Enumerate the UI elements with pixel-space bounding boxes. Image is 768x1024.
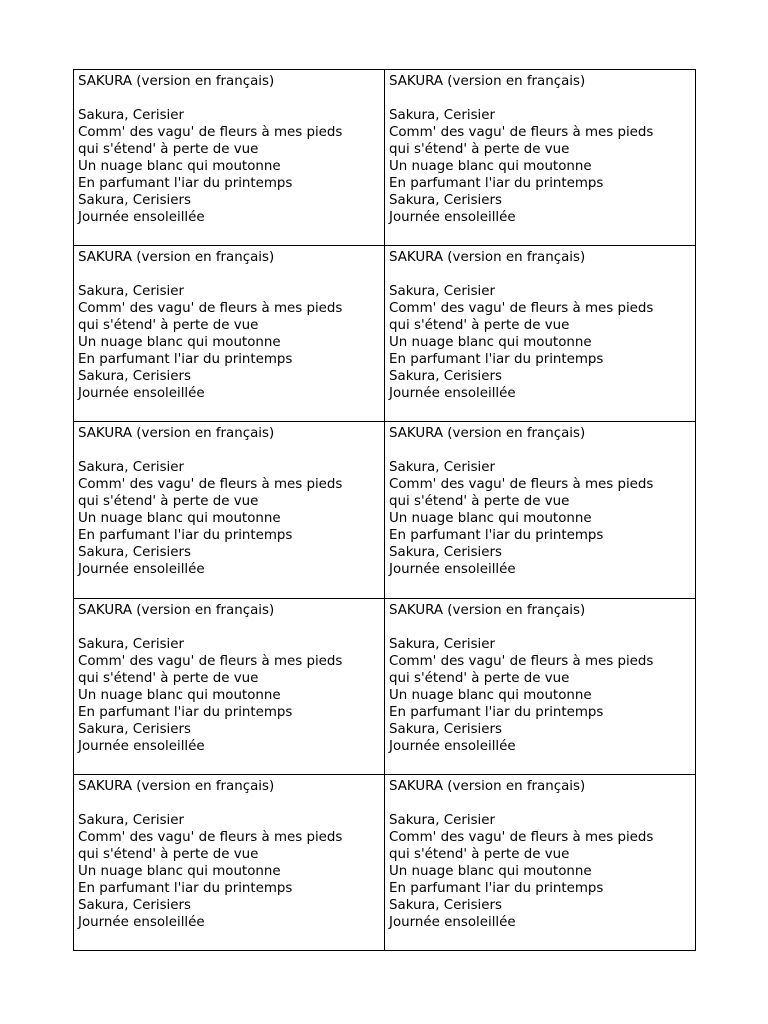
card-title: SAKURA (version en français) (78, 602, 275, 618)
lyrics-card (74, 774, 385, 950)
lyric-line-2: Comm' des vagu' de fleurs à mes pieds (78, 653, 343, 669)
lyric-line-1: Sakura, Cerisier (78, 108, 185, 123)
lyric-line-4: Un nuage blanc qui moutonne (389, 863, 592, 879)
lyric-line-1: Sakura, Cerisier (78, 636, 185, 652)
lyric-line-4: Un nuage blanc qui moutonne (389, 335, 592, 351)
lyric-line-3: qui s'étend' à perte de vue (389, 670, 570, 686)
blank-line (78, 90, 380, 107)
card-title: SAKURA (version en français) (389, 250, 586, 266)
lyric-line-4: Un nuage blanc qui moutonne (78, 335, 281, 351)
lyric-line-1: Sakura, Cerisier (389, 284, 496, 300)
lyric-line-6: Sakura, Cerisiers (78, 193, 191, 208)
card-title: SAKURA (version en français) (389, 602, 586, 618)
lyric-line-5: En parfumant l'iar du printemps (78, 880, 293, 896)
lyrics-card (74, 70, 385, 246)
lyric-line-2: Comm' des vagu' de fleurs à mes pieds (78, 301, 343, 317)
lyrics-card (385, 774, 696, 950)
blank-line (78, 442, 380, 459)
lyric-line-3: qui s'étend' à perte de vue (389, 846, 570, 862)
lyric-line-6: Sakura, Cerisiers (78, 545, 191, 561)
lyric-line-3: qui s'étend' à perte de vue (389, 494, 570, 510)
lyric-line-3: qui s'étend' à perte de vue (78, 846, 259, 862)
lyric-line-6: Sakura, Cerisiers (389, 193, 502, 208)
lyric-line-5: En parfumant l'iar du printemps (78, 352, 293, 368)
card-title: SAKURA (version en français) (78, 778, 275, 794)
lyric-line-3: qui s'étend' à perte de vue (78, 142, 259, 157)
lyric-line-1: Sakura, Cerisier (389, 460, 496, 476)
lyric-line-6: Sakura, Cerisiers (78, 369, 191, 385)
lyric-line-2: Comm' des vagu' de fleurs à mes pieds (78, 125, 343, 140)
lyric-line-1: Sakura, Cerisier (78, 284, 185, 300)
blank-line (389, 266, 691, 283)
lyric-line-5: En parfumant l'iar du printemps (389, 528, 604, 544)
blank-line (389, 90, 691, 107)
lyric-line-4: Un nuage blanc qui moutonne (78, 511, 281, 527)
lyric-line-4: Un nuage blanc qui moutonne (78, 159, 281, 174)
lyric-line-3: qui s'étend' à perte de vue (78, 318, 259, 334)
lyric-line-2: Comm' des vagu' de fleurs à mes pieds (389, 125, 654, 140)
lyric-line-6: Sakura, Cerisiers (78, 721, 191, 737)
lyrics-card-grid (73, 69, 696, 951)
lyric-line-6: Sakura, Cerisiers (389, 721, 502, 737)
lyric-line-7: Journée ensoleillée (389, 914, 516, 930)
lyric-line-7: Journée ensoleillée (78, 386, 205, 402)
lyrics-card (385, 598, 696, 774)
lyric-line-7: Journée ensoleillée (78, 738, 205, 754)
card-title: SAKURA (version en français) (389, 74, 586, 89)
lyric-line-5: En parfumant l'iar du printemps (389, 880, 604, 896)
lyric-line-7: Journée ensoleillée (78, 210, 205, 225)
blank-line (389, 442, 691, 459)
lyric-line-1: Sakura, Cerisier (389, 636, 496, 652)
lyric-line-5: En parfumant l'iar du printemps (389, 352, 604, 368)
card-title: SAKURA (version en français) (78, 250, 275, 266)
card-title: SAKURA (version en français) (389, 426, 586, 442)
lyric-line-6: Sakura, Cerisiers (78, 897, 191, 913)
lyrics-card (74, 422, 385, 598)
lyric-line-7: Journée ensoleillée (78, 914, 205, 930)
lyric-line-4: Un nuage blanc qui moutonne (78, 687, 281, 703)
lyric-line-2: Comm' des vagu' de fleurs à mes pieds (78, 477, 343, 493)
card-title: SAKURA (version en français) (78, 426, 275, 442)
lyric-line-5: En parfumant l'iar du printemps (78, 528, 293, 544)
card-row (74, 774, 696, 950)
lyric-line-2: Comm' des vagu' de fleurs à mes pieds (389, 477, 654, 493)
blank-line (389, 619, 691, 636)
blank-line (389, 795, 691, 812)
card-row (74, 422, 696, 598)
card-row (74, 246, 696, 422)
lyric-line-3: qui s'étend' à perte de vue (78, 670, 259, 686)
lyric-line-3: qui s'étend' à perte de vue (389, 142, 570, 157)
lyric-line-7: Journée ensoleillée (389, 738, 516, 754)
lyric-line-4: Un nuage blanc qui moutonne (78, 863, 281, 879)
card-title: SAKURA (version en français) (78, 74, 275, 89)
lyric-line-1: Sakura, Cerisier (389, 812, 496, 828)
lyric-line-2: Comm' des vagu' de fleurs à mes pieds (389, 653, 654, 669)
lyric-line-6: Sakura, Cerisiers (389, 369, 502, 385)
lyric-line-1: Sakura, Cerisier (78, 812, 185, 828)
lyrics-card (385, 246, 696, 422)
lyric-line-2: Comm' des vagu' de fleurs à mes pieds (389, 829, 654, 845)
lyric-line-3: qui s'étend' à perte de vue (389, 318, 570, 334)
lyric-line-1: Sakura, Cerisier (78, 460, 185, 476)
blank-line (78, 266, 380, 283)
lyric-line-7: Journée ensoleillée (78, 562, 205, 578)
lyric-line-5: En parfumant l'iar du printemps (389, 704, 604, 720)
lyric-line-5: En parfumant l'iar du printemps (78, 704, 293, 720)
lyric-line-7: Journée ensoleillée (389, 386, 516, 402)
lyric-line-4: Un nuage blanc qui moutonne (389, 159, 592, 174)
lyrics-card (385, 70, 696, 246)
blank-line (78, 795, 380, 812)
lyrics-card (74, 246, 385, 422)
lyric-line-7: Journée ensoleillée (389, 562, 516, 578)
lyrics-card-grid-body (74, 70, 696, 951)
lyric-line-6: Sakura, Cerisiers (389, 897, 502, 913)
lyric-line-2: Comm' des vagu' de fleurs à mes pieds (78, 829, 343, 845)
lyrics-card (385, 422, 696, 598)
lyric-line-3: qui s'étend' à perte de vue (78, 494, 259, 510)
lyric-line-5: En parfumant l'iar du printemps (389, 176, 604, 191)
lyric-line-7: Journée ensoleillée (389, 210, 516, 225)
lyric-line-4: Un nuage blanc qui moutonne (389, 511, 592, 527)
lyric-line-2: Comm' des vagu' de fleurs à mes pieds (389, 301, 654, 317)
card-row (74, 598, 696, 774)
lyric-line-1: Sakura, Cerisier (389, 108, 496, 123)
card-title: SAKURA (version en français) (389, 778, 586, 794)
card-row (74, 70, 696, 246)
blank-line (78, 619, 380, 636)
lyric-line-6: Sakura, Cerisiers (389, 545, 502, 561)
lyrics-card (74, 598, 385, 774)
lyric-line-4: Un nuage blanc qui moutonne (389, 687, 592, 703)
lyric-line-5: En parfumant l'iar du printemps (78, 176, 293, 191)
